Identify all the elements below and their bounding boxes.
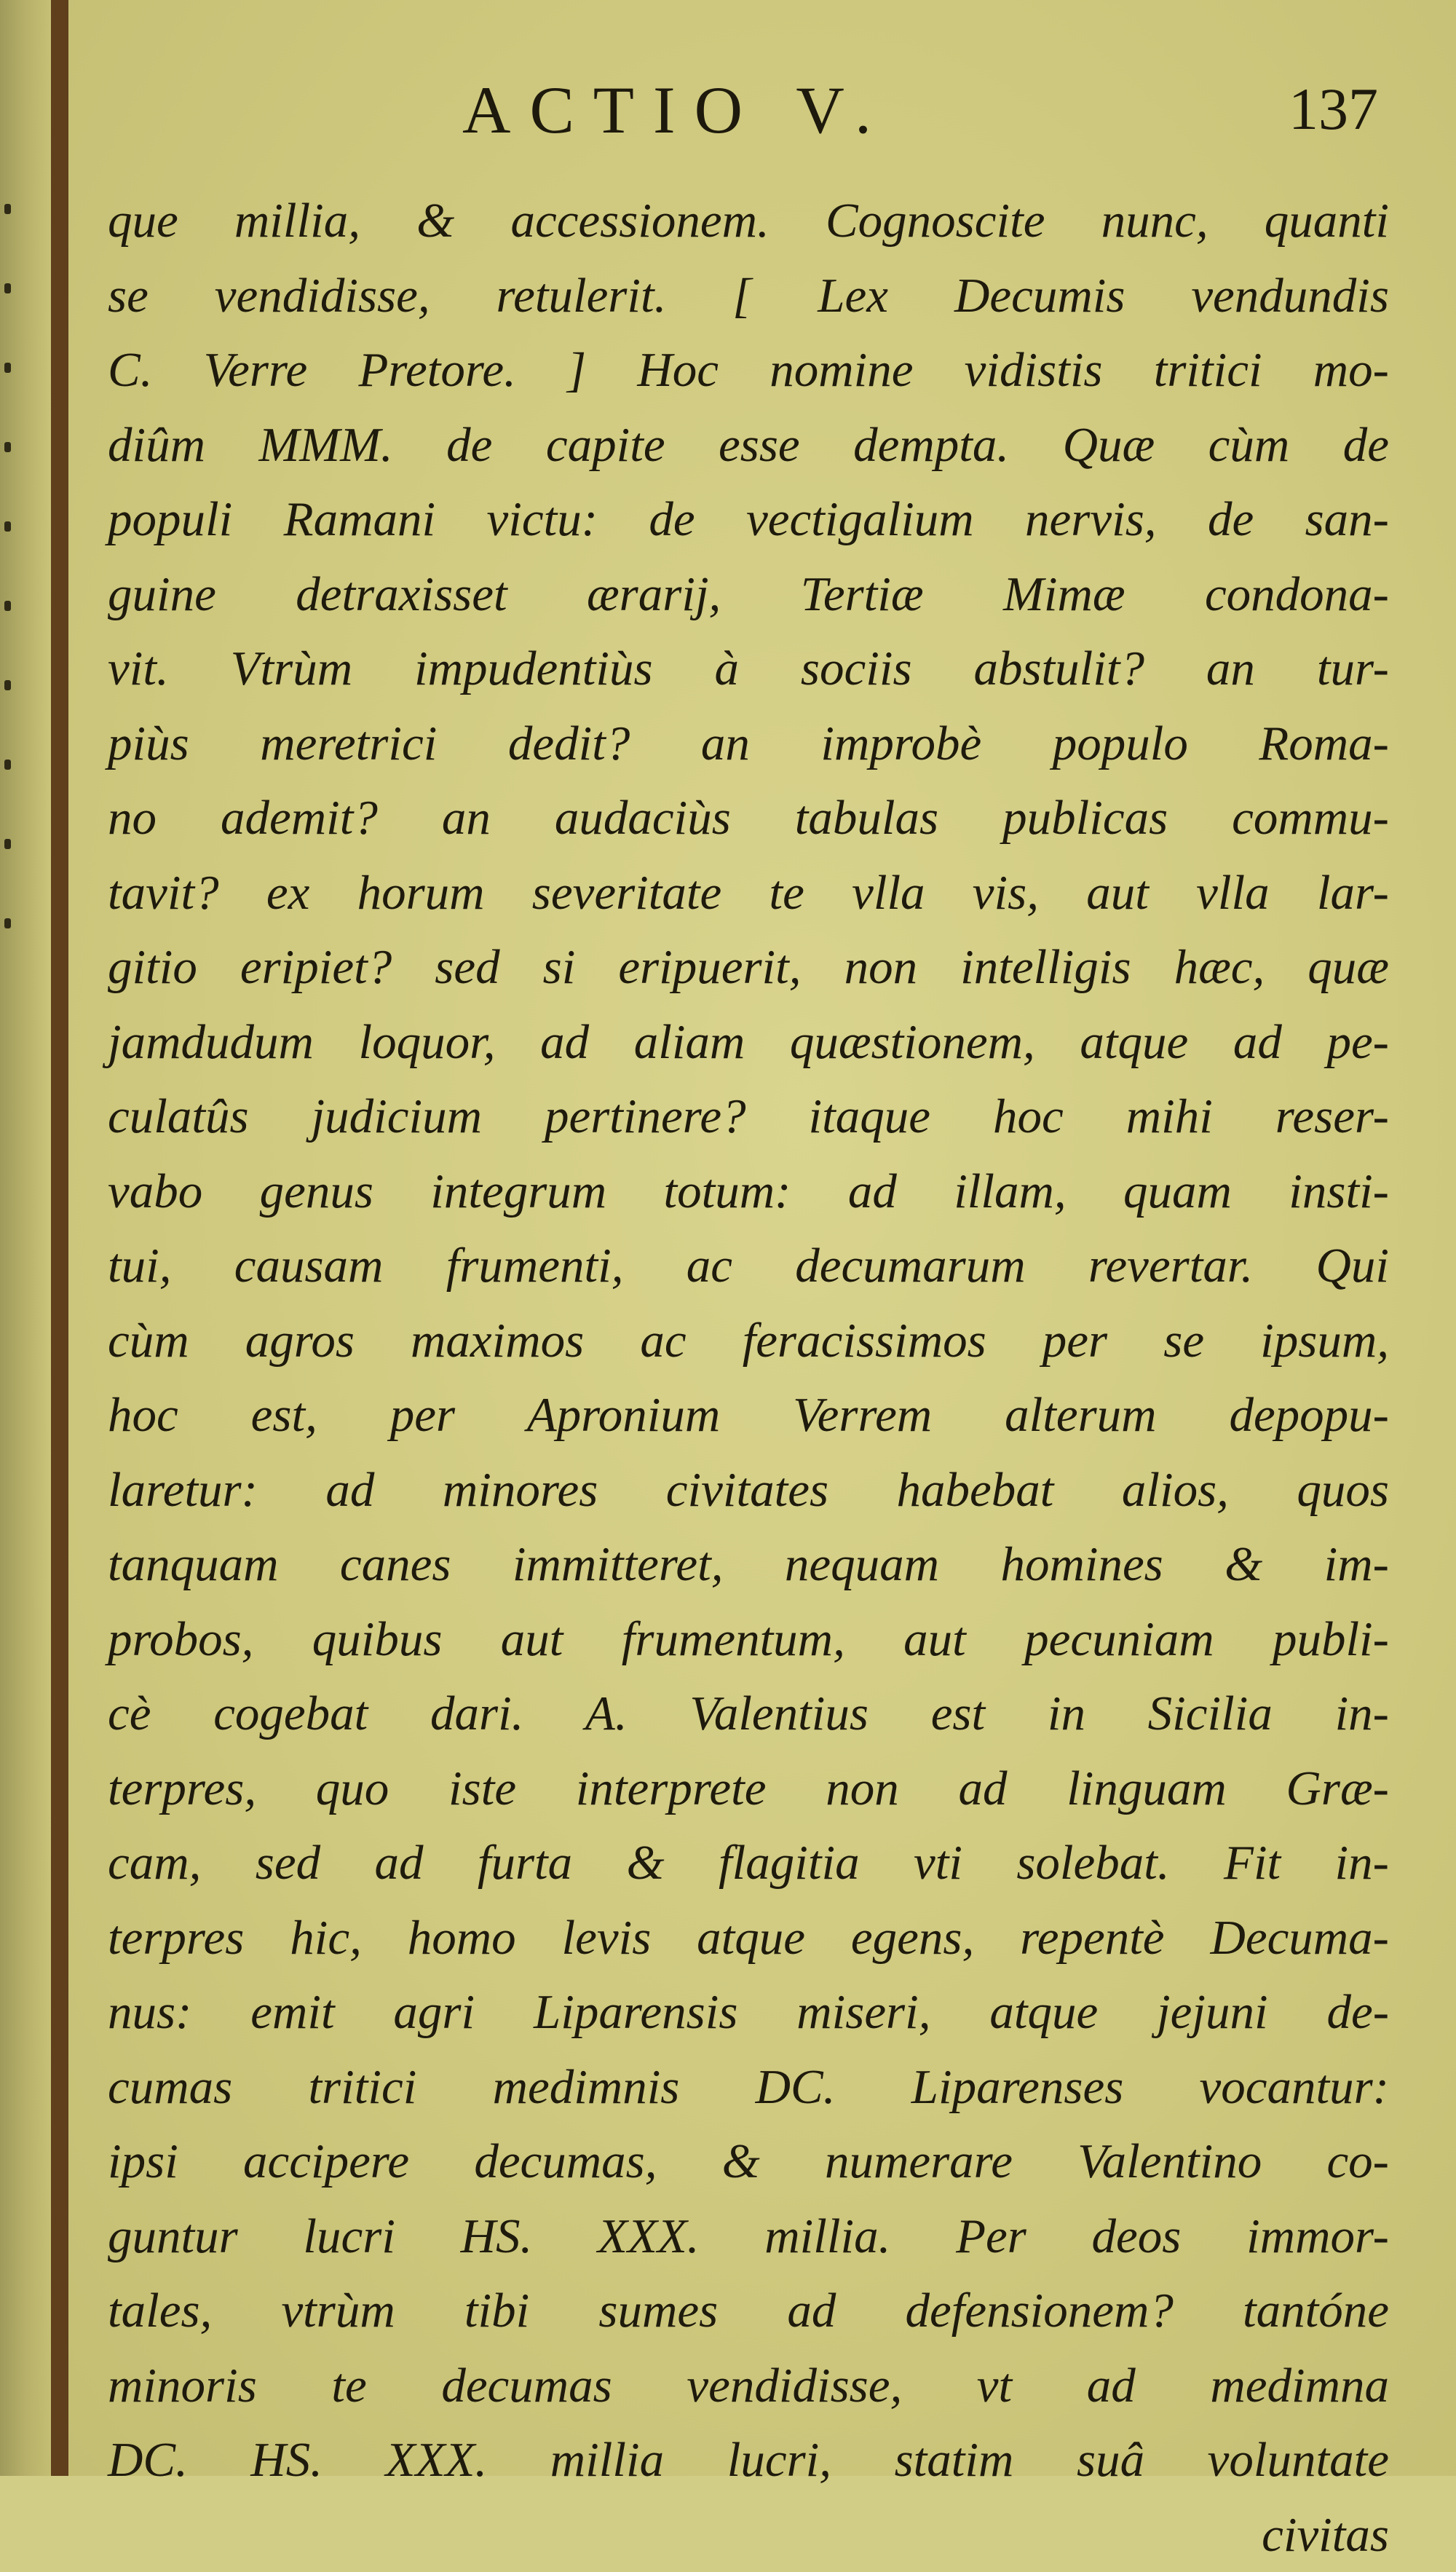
text-line: vit. Vtrùm impudentiùs à sociis abstulit? an tur- (108, 631, 1389, 706)
text-line: jamdudum loquor, ad aliam quæstionem, atque ad pe- (108, 1005, 1389, 1080)
text-line: guine detraxisset ærarij, Tertiæ Mimæ condona- (108, 557, 1389, 632)
text-line: ipsi accipere decumas, & numerare Valentino co- (108, 2124, 1389, 2199)
text-line: cùm agros maximos ac feracissimos per se ipsum, (108, 1303, 1389, 1378)
text-line: probos, quibus aut frumentum, aut pecuniam publi- (108, 1602, 1389, 1677)
text-line: minoris te decumas vendidisse, vt ad medimna (108, 2348, 1389, 2423)
text-line: guntur lucri HS. XXX. millia. Per deos immor- (108, 2199, 1389, 2274)
text-line: piùs meretrici dedit? an improbè populo Roma- (108, 706, 1389, 781)
text-line: diûm MMM. de capite esse dempta. Quæ cùm de (108, 408, 1389, 483)
page-number: 137 (1289, 79, 1378, 139)
text-line: tales, vtrùm tibi sumes ad defensionem? tantóne (108, 2273, 1389, 2348)
text-line: tui, causam frumenti, ac decumarum revertar. Qui (108, 1228, 1389, 1303)
text-line: cè cogebat dari. A. Valentius est in Sicilia in- (108, 1676, 1389, 1751)
text-line: hoc est, per Apronium Verrem alterum depopu- (108, 1378, 1389, 1453)
body-text (108, 184, 1389, 2572)
text-line: terpres hic, homo levis atque egens, repentè Decuma- (108, 1901, 1389, 1976)
catchword: civitas (108, 2498, 1389, 2572)
binding-marks (4, 204, 19, 1005)
text-line: cam, sed ad furta & flagitia vti solebat. Fit in- (108, 1826, 1389, 1901)
spine-edge (51, 0, 68, 2476)
text-line: vabo genus integrum totum: ad illam, quam insti- (108, 1154, 1389, 1229)
text-line: populi Ramani victu: de vectigalium nervis, de san- (108, 482, 1389, 557)
text-line: nus: emit agri Liparensis miseri, atque jejuni de- (108, 1975, 1389, 2050)
text-line: laretur: ad minores civitates habebat alios, quos (108, 1453, 1389, 1528)
text-line: terpres, quo iste interprete non ad linguam Græ- (108, 1751, 1389, 1826)
text-line: no ademit? an audaciùs tabulas publicas commu- (108, 781, 1389, 856)
text-line: DC. HS. XXX. millia lucri, statim suâ voluntate (108, 2423, 1389, 2498)
text-line: tanquam canes immitteret, nequam homines & im- (108, 1527, 1389, 1602)
text-line: que millia, & accessionem. Cognoscite nunc, quanti (108, 184, 1389, 259)
text-line: culatûs judicium pertinere? itaque hoc mihi reser- (108, 1079, 1389, 1154)
text-line: gitio eripiet? sed si eripuerit, non intelligis hæc, quæ (108, 930, 1389, 1005)
text-line: tavit? ex horum severitate te vlla vis, aut vlla lar- (108, 856, 1389, 931)
text-line: C. Verre Pretore. ] Hoc nomine vidistis tritici mo- (108, 333, 1389, 408)
text-line: se vendidisse, retulerit. [ Lex Decumis vendundis (108, 259, 1389, 334)
text-line: cumas tritici medimnis DC. Liparenses vocantur: (108, 2050, 1389, 2125)
page-header (109, 69, 1383, 157)
running-head: ACTIO V. (462, 76, 890, 143)
